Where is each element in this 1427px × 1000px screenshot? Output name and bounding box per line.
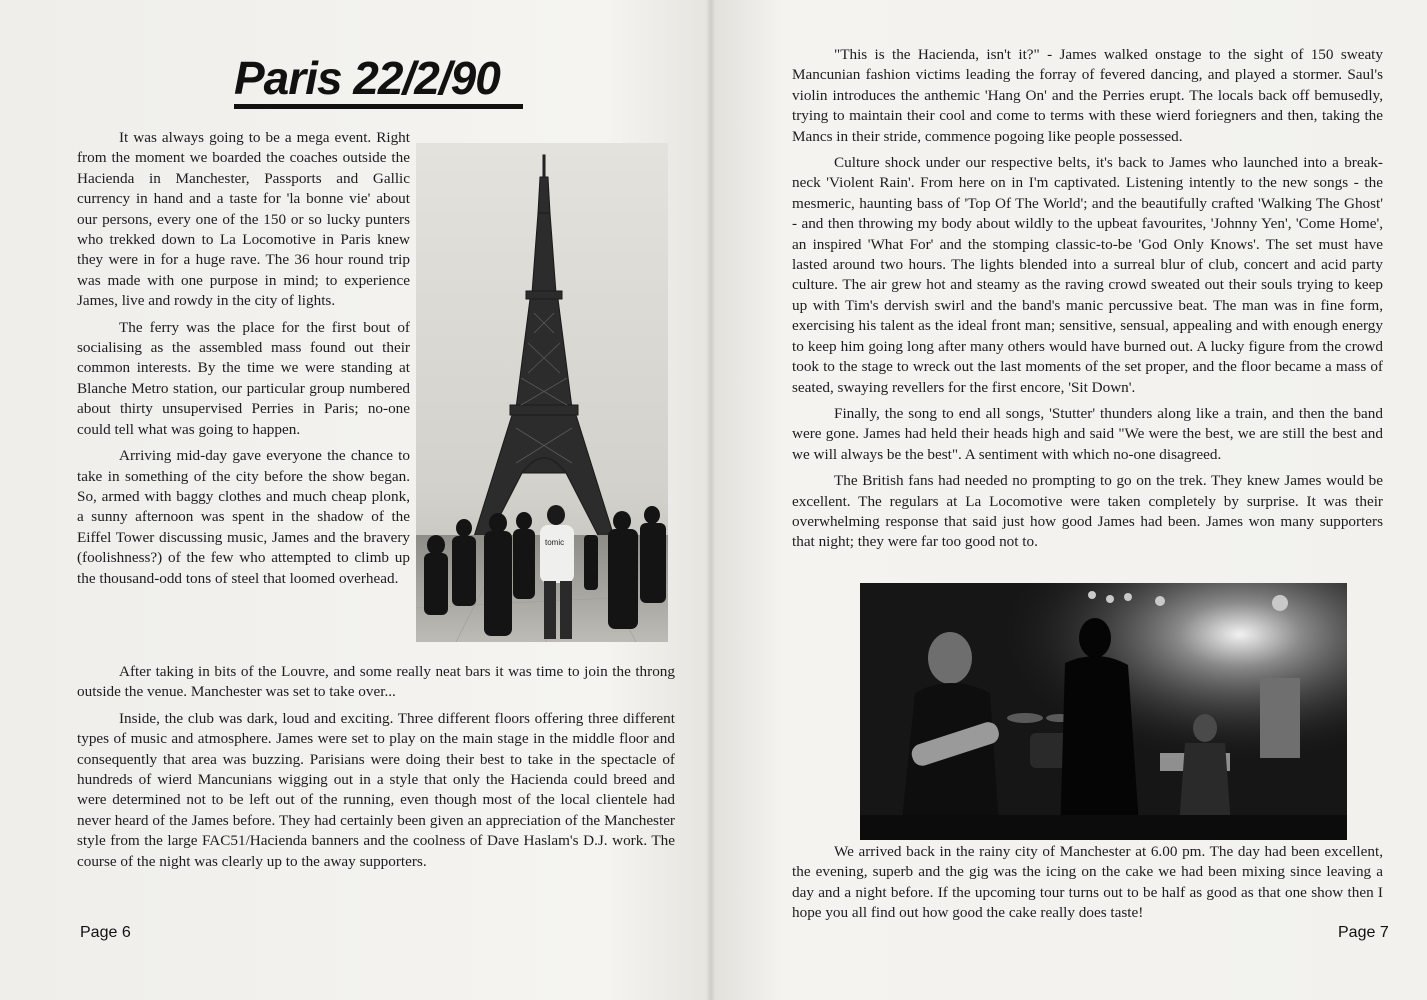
paragraph: The British fans had needed no prompting to go on the trek. They knew James would be excellent. The regulars at La Locomotive were taken completely by surprise. It was their overwhelming response that said just how good James had been. James won many supporters that night; they were far too good not to.: [792, 472, 1383, 551]
paragraph: It was always going to be a mega event. Right from the moment we boarded the coaches outside the Hacienda in Manchester, Passports and Gallic currency in hand and a taste for 'la bonne vie' about our persons, every one of the 150 or so lucky punters who trekked down to La Locomotive in Paris knew they were in for a huge rave. The 36 hour round trip was made with one purpose in mind; to experience James, live and rowdy in the city of lights.: [77, 129, 410, 310]
title-underline: [234, 104, 523, 109]
book-gutter: [706, 0, 716, 1000]
paragraph: Inside, the club was dark, loud and exciting. Three different floors offering three different types of music and atmosphere. James were set to play on the main stage in the middle floor and consequently that area was buzzing. Parisians were doing their best to take in the spectacle of hundreds of wierd Mancunians wigging out in a style that only the Hacienda could breed and were determined not to be left out of the running, even though most of the local clientele had never heard of the James before. They had certainly been given an appreciation of the Manchester style from the large FAC51/Hacienda banners and the coolness of Dave Haslam's D.J. work. The course of the night was clearly up to the away supporters.: [77, 709, 675, 870]
article-title: Paris 22/2/90: [234, 52, 500, 104]
paragraph: Arriving mid-day gave everyone the chance to take in something of the city before the show began. So, armed with baggy clothes and much cheap plonk, a sunny afternoon was spent in the shadow of the Eiffel Tower discussing music, James and the bravery (foolishness?) of the few who attempted to climb up the thousand-odd tons of steel that loomed overhead.: [77, 447, 410, 587]
right-column: [792, 45, 1383, 559]
page-number-left: Page 6: [80, 924, 131, 941]
concert-photo: [860, 583, 1347, 840]
left-column-wide: [77, 662, 675, 878]
paragraph: "This is the Hacienda, isn't it?" - James walked onstage to the sight of 150 sweaty Mancunian fashion victims leading the forray of fevered dancing, and played a stormer. Saul's violin introduces the anthemic 'Hang On' and the Perries erupt. The locals back off bemusedly, trying to maintain their cool and come to terms with these wierd foriegners and then, taking the Mancs in their stride, commence pogoing like people possessed.: [792, 46, 1383, 145]
eiffel-tower-photo: [416, 143, 668, 642]
shirt-print-text: tomic: [545, 538, 565, 547]
paragraph: Finally, the song to end all songs, 'Stutter' thunders along like a train, and then the band were gone. James had held their heads high and said "We were the best, we are still the best and we will always be the best". A sentiment with which no-one disagreed.: [792, 404, 1383, 463]
paragraph: Culture shock under our respective belts, it's back to James who launched into a break-neck 'Violent Rain'. From here on in I'm captivated. Listening intently to the new songs - the mesmeric, haunting bass of 'Top Of The World'; and the beautifully crafted 'Walking The Ghost' - and then throwing my body about wildly to the upbeat favourites, 'Johnny Yen', 'Come Home', an inspired 'What For' and the stomping classic-to-be 'God Only Knows'. The set must have lasted around two hours. The lights blended into a surreal blur of club, concert and acid party culture. The air grew hot and steamy as the raving crowd sweated out their souls trying to keep up with Tim's dervish swirl and the band's manic percussive beat. The man was in fine form, exercising his talent as the ideal front man; sensitive, sensual, appealing and with enough energy to keep him going long after many others would have burned out. A lucky figure from the crowd took to the stage to wreck out the last moments of the set proper, and the floor became a mass of seated, swaying revellers for the first encore, 'Sit Down'.: [792, 154, 1383, 396]
closing-paragraph-block: [792, 842, 1383, 930]
paragraph: The ferry was the place for the first bout of socialising as the assembled mass found out their common interests. By the time we were standing at Blanche Metro station, our particular group numbered about thirty unsupervised Perries in Paris; no-one could tell what was going to happen.: [77, 318, 410, 438]
paragraph: We arrived back in the rainy city of Manchester at 6.00 pm. The day had been excellent, the evening, superb and the gig was the icing on the cake we had been mixing since leaving a day and a night before. If the upcoming tour turns out to be half as good as that one show then I hope you all find out how good the cake really does taste!: [792, 843, 1383, 922]
left-column-narrow: [77, 128, 410, 595]
page-number-right: Page 7: [1338, 924, 1389, 941]
paragraph: After taking in bits of the Louvre, and some really neat bars it was time to join the throng outside the venue. Manchester was set to take over...: [77, 663, 675, 701]
